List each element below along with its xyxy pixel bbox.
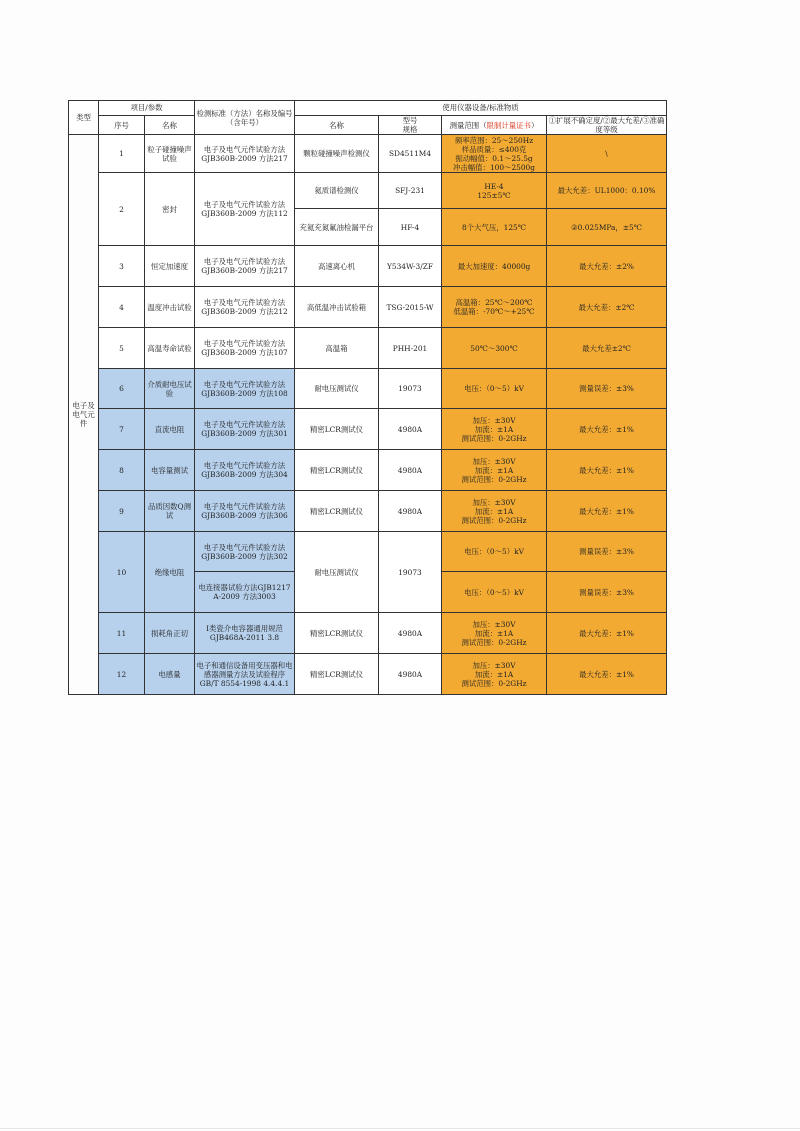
header-range-prefix: 测量范围（ bbox=[449, 120, 487, 130]
standard-cell: 电子及电气元件试验方法 GJB360B-2009 方法212 bbox=[195, 287, 295, 328]
table-row bbox=[69, 532, 667, 572]
model-cell: HF-4 bbox=[379, 209, 442, 246]
range-cell: 50℃～300℃ bbox=[442, 328, 547, 369]
uncertainty-cell: 测量误差：±3% bbox=[547, 572, 667, 613]
uncertainty-cell: 最大允差：±2℃ bbox=[547, 287, 667, 328]
serial-cell: 9 bbox=[99, 491, 145, 532]
uncertainty-cell: 最大允差：±1% bbox=[547, 409, 667, 450]
table-row bbox=[69, 654, 667, 695]
item-name-cell: 粒子碰撞噪声试验 bbox=[145, 135, 195, 173]
serial-cell: 4 bbox=[99, 287, 145, 328]
header-uncertainty: ①扩展不确定度/②最大允差/③准确度等级 bbox=[547, 116, 667, 135]
uncertainty-cell: 测量误差：±3% bbox=[547, 532, 667, 572]
standard-cell: 电子及电气元件试验方法 GJB360B-2009 方法302 bbox=[195, 532, 295, 572]
item-name-cell: 密封 bbox=[145, 173, 195, 246]
equipment-name-cell: 精密LCR测试仪 bbox=[295, 491, 379, 532]
range-cell: 电压：（0～5）kV bbox=[442, 532, 547, 572]
model-cell: 4980A bbox=[379, 491, 442, 532]
equipment-name-cell: 耐电压测试仪 bbox=[295, 532, 379, 613]
serial-cell: 1 bbox=[99, 135, 145, 173]
serial-cell: 3 bbox=[99, 246, 145, 287]
header-range-suffix: ） bbox=[530, 120, 539, 130]
standard-cell: 电子及电气元件试验方法 GJB360B-2009 方法112 bbox=[195, 173, 295, 246]
header-model: 型号 规格 bbox=[379, 116, 442, 135]
page-edge-divider bbox=[0, 1128, 800, 1129]
item-name-cell: 电感量 bbox=[145, 654, 195, 695]
header-serial: 序号 bbox=[99, 116, 145, 135]
range-cell: 最大加速度：40000g bbox=[442, 246, 547, 287]
model-cell: PHH-201 bbox=[379, 328, 442, 369]
serial-cell: 6 bbox=[99, 369, 145, 409]
standard-cell: 电子及电气元件试验方法 GJB360B-2009 方法108 bbox=[195, 369, 295, 409]
standard-cell: 电子及电气元件试验方法 GJB360B-2009 方法306 bbox=[195, 491, 295, 532]
serial-cell: 12 bbox=[99, 654, 145, 695]
table-row bbox=[69, 613, 667, 654]
range-cell: 加压：±30V 加流：±1A 测试范围：0-2GHz bbox=[442, 491, 547, 532]
equipment-name-cell: 高速离心机 bbox=[295, 246, 379, 287]
header-range bbox=[442, 116, 547, 135]
uncertainty-cell: 最大允差±2℃ bbox=[547, 328, 667, 369]
table-row bbox=[69, 173, 667, 209]
range-cell: 频率范围：25～250Hz 样品质量：≤400克 振动幅值：0.1～25.5g 冲击幅值：100～2500g bbox=[442, 135, 547, 173]
header-equipment-group: 使用仪器设备/标准物质 bbox=[295, 101, 667, 116]
range-cell: HE-4 125±5℃ bbox=[442, 173, 547, 209]
uncertainty-cell: \ bbox=[547, 135, 667, 173]
uncertainty-cell: 最大允差：±1% bbox=[547, 654, 667, 695]
model-cell: SFJ-231 bbox=[379, 173, 442, 209]
standard-cell: 电连接器试验方法GJB1217A-2009 方法3003 bbox=[195, 572, 295, 613]
range-cell: 加压：±30V 加流：±1A 测试范围：0-2GHz bbox=[442, 654, 547, 695]
table-row bbox=[69, 491, 667, 532]
item-name-cell: 品质因数Q测试 bbox=[145, 491, 195, 532]
table-row bbox=[69, 450, 667, 491]
range-cell: 电压：（0～5）kV bbox=[442, 369, 547, 409]
model-cell: 4980A bbox=[379, 613, 442, 654]
model-cell: 4980A bbox=[379, 450, 442, 491]
serial-cell: 11 bbox=[99, 613, 145, 654]
table-row bbox=[69, 328, 667, 369]
header-item-group: 项目/参数 bbox=[99, 101, 195, 116]
table-row bbox=[69, 246, 667, 287]
item-name-cell: 高温寿命试验 bbox=[145, 328, 195, 369]
uncertainty-cell: 测量误差：±3% bbox=[547, 369, 667, 409]
model-cell: 19073 bbox=[379, 369, 442, 409]
item-name-cell: 介质耐电压试验 bbox=[145, 369, 195, 409]
equipment-name-cell: 精密LCR测试仪 bbox=[295, 450, 379, 491]
range-cell: 电压：（0～5）kV bbox=[442, 572, 547, 613]
item-name-cell: 恒定加速度 bbox=[145, 246, 195, 287]
model-cell: SD4511M4 bbox=[379, 135, 442, 173]
serial-cell: 8 bbox=[99, 450, 145, 491]
model-cell: TSG-2015-W bbox=[379, 287, 442, 328]
equipment-name-cell: 氦质谱检测仪 bbox=[295, 173, 379, 209]
table-row bbox=[69, 287, 667, 328]
equipment-name-cell: 颗粒碰撞噪声检测仪 bbox=[295, 135, 379, 173]
table-row bbox=[69, 409, 667, 450]
item-name-cell: 温度冲击试验 bbox=[145, 287, 195, 328]
standard-cell: 电子及电气元件试验方法 GJB360B-2009 方法217 bbox=[195, 135, 295, 173]
equipment-name-cell: 高温箱 bbox=[295, 328, 379, 369]
standard-cell: I类瓷介电容器通用规范 GJB468A-2011 3.8 bbox=[195, 613, 295, 654]
header-category: 类型 bbox=[69, 101, 99, 135]
uncertainty-cell: 最大允差：±1% bbox=[547, 491, 667, 532]
serial-cell: 2 bbox=[99, 173, 145, 246]
serial-cell: 10 bbox=[99, 532, 145, 613]
uncertainty-cell: 最大允差：±1% bbox=[547, 450, 667, 491]
table-row bbox=[69, 369, 667, 409]
category-cell: 电子及 电气元件 bbox=[69, 135, 99, 695]
item-name-cell: 电容量测试 bbox=[145, 450, 195, 491]
range-cell: 加压：±30V 加流：±1A 测试范围：0-2GHz bbox=[442, 409, 547, 450]
standard-cell: 电子及电气元件试验方法 GJB360B-2009 方法217 bbox=[195, 246, 295, 287]
equipment-name-cell: 充氦充氮氟油检漏平台 bbox=[295, 209, 379, 246]
model-cell: Y534W-3/ZF bbox=[379, 246, 442, 287]
model-cell: 19073 bbox=[379, 532, 442, 613]
header-standard: 检测标准（方法）名称及编号（含年号） bbox=[195, 101, 295, 135]
range-cell: 加压：±30V 加流：±1A 测试范围：0-2GHz bbox=[442, 613, 547, 654]
standard-cell: 电子及电气元件试验方法 GJB360B-2009 方法304 bbox=[195, 450, 295, 491]
header-name: 名称 bbox=[145, 116, 195, 135]
item-name-cell: 绝缘电阻 bbox=[145, 532, 195, 613]
serial-cell: 5 bbox=[99, 328, 145, 369]
equipment-name-cell: 耐电压测试仪 bbox=[295, 369, 379, 409]
item-name-cell: 直流电阻 bbox=[145, 409, 195, 450]
serial-cell: 7 bbox=[99, 409, 145, 450]
uncertainty-cell: 最大允差：±2% bbox=[547, 246, 667, 287]
table-row bbox=[69, 135, 667, 173]
standard-cell: 电子及电气元件试验方法 GJB360B-2009 方法301 bbox=[195, 409, 295, 450]
equipment-name-cell: 精密LCR测试仪 bbox=[295, 613, 379, 654]
header-row-2 bbox=[69, 116, 667, 135]
model-cell: 4980A bbox=[379, 409, 442, 450]
header-eq-name: 名称 bbox=[295, 116, 379, 135]
header-row-1 bbox=[69, 101, 667, 116]
capability-table bbox=[68, 100, 667, 695]
item-name-cell: 损耗角正切 bbox=[145, 613, 195, 654]
equipment-name-cell: 精密LCR测试仪 bbox=[295, 409, 379, 450]
uncertainty-cell: 最大允差：UL1000：0.10% bbox=[547, 173, 667, 209]
equipment-name-cell: 高低温冲击试验箱 bbox=[295, 287, 379, 328]
range-cell: 加压：±30V 加流：±1A 测试范围：0-2GHz bbox=[442, 450, 547, 491]
equipment-name-cell: 精密LCR测试仪 bbox=[295, 654, 379, 695]
header-range-red: 限制计量证书 bbox=[486, 120, 531, 130]
range-cell: 8个大气压，125℃ bbox=[442, 209, 547, 246]
model-cell: 4980A bbox=[379, 654, 442, 695]
uncertainty-cell: ②0.025MPa，±5℃ bbox=[547, 209, 667, 246]
standard-cell: 电子和通信设备用变压器和电感器测量方法及试验程序 GB/T 8554-1998 4.4.4.1 bbox=[195, 654, 295, 695]
standard-cell: 电子及电气元件试验方法 GJB360B-2009 方法107 bbox=[195, 328, 295, 369]
uncertainty-cell: 最大允差：±1% bbox=[547, 613, 667, 654]
range-cell: 高温箱：25℃～200℃ 低温箱：-70℃～+25℃ bbox=[442, 287, 547, 328]
